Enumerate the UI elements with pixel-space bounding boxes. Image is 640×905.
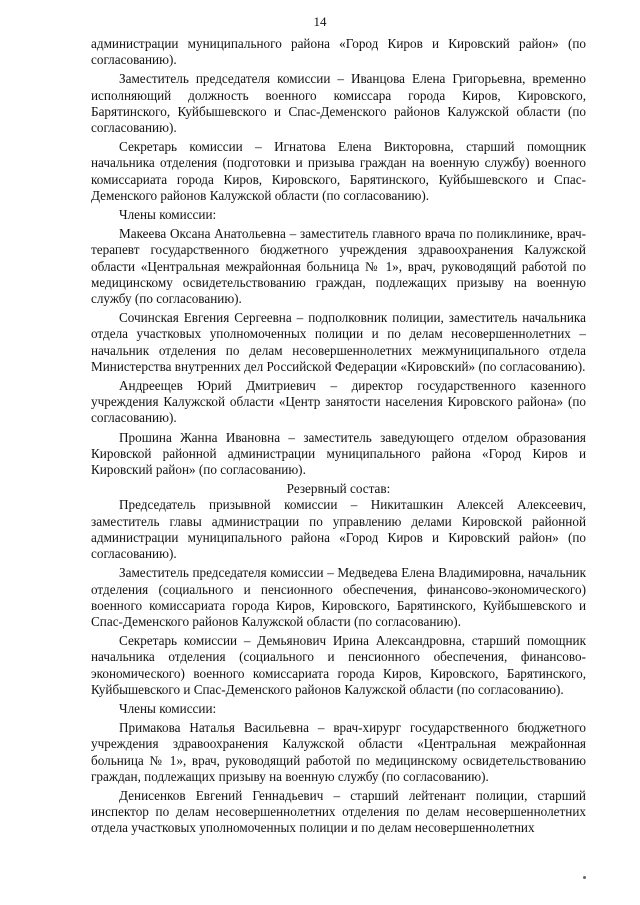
paragraph-member: Прошина Жанна Ивановна – заместитель заведующего отделом образования Кировской районной администрации муниципального района «Город Киров и Кировский район» (по согласованию).	[91, 429, 586, 478]
paragraph: администрации муниципального района «Город Киров и Кировский район» (по согласованию).	[91, 36, 586, 68]
paragraph-member: Сочинская Евгения Сергеевна – подполковник полиции, заместитель начальника отдела участковых уполномоченных полиции и по делам несовершеннолетних – начальник отделения по делам несовершеннолетних межмуниципального отдела Министерства внутренних дел Российской Федерации «Кировский» (по согласованию).	[91, 310, 586, 374]
reserve-heading: Резервный состав:	[286, 481, 391, 497]
paragraph-member: Андреещев Юрий Дмитриевич – директор государственного казенного учреждения Калужской области «Центр занятости населения Кировского района» (по согласованию).	[91, 378, 586, 426]
paragraph-reserve-secretary: Секретарь комиссии – Демьянович Ирина Александровна, старший помощник начальника отделения (социального и пенсионного обеспечения, финансово-экономического) военного комиссариата города Киров, Кировского, Барятинского, Куйбышевского и Спас-Деменского районов Калужской области (по согласованию).	[91, 633, 586, 697]
page-number: 14	[313, 14, 327, 29]
paragraph-reserve-member: Денисенков Евгений Геннадьевич – старший лейтенант полиции, старший инспектор по делам несовершеннолетних отделения по делам несовершеннолетних отдела участковых уполномоченных полиции и по делам несовершеннолетних	[91, 787, 586, 836]
scan-speck	[583, 876, 586, 879]
paragraph-reserve-chair: Председатель призывной комиссии – Никиташкин Алексей Алексеевич, заместитель главы администрации по управлению делами Кировской районной администрации муниципального района «Город Киров и Кировский район» (по согласованию).	[91, 497, 586, 562]
paragraph-reserve-deputy-chair: Заместитель председателя комиссии – Медведева Елена Владимировна, начальник отделения (социального и пенсионного обеспечения, финансово-экономического) военного комиссариата города Киров, Кировского, Барятинского, Куйбышевского и Спас-Деменского районов Калужской области (по согласованию).	[91, 565, 586, 629]
paragraph-members-heading: Члены комиссии:	[119, 207, 217, 223]
paragraph-member: Макеева Оксана Анатольевна – заместитель главного врача по поликлинике, врач-терапевт государственного бюджетного учреждения здравоохранения Калужской области «Центральная межрайонная больница № 1», врач, руководящий работой по медицинскому освидетельствованию граждан, подлежащих призыву на военную службу (по согласованию).	[91, 226, 586, 307]
document-body	[91, 36, 586, 840]
paragraph-secretary: Секретарь комиссии – Игнатова Елена Викторовна, старший помощник начальника отделения (подготовки и призыва граждан на военную службу) военного комиссариата города Киров, Кировского, Барятинского, Куйбышевского и Спас-Деменского районов Калужской области (по согласованию).	[91, 139, 586, 203]
paragraph-reserve-member: Примакова Наталья Васильевна – врач-хирург государственного бюджетного учреждения здравоохранения Калужской области «Центральная межрайонная больница № 1», врач, руководящий работой по медицинскому освидетельствованию граждан, подлежащих призыву на военную службу (по согласованию).	[91, 720, 586, 784]
paragraph-deputy-chair: Заместитель председателя комиссии – Иванцова Елена Григорьевна, временно исполняющий должность военного комиссара города Киров, Кировского, Барятинского, Куйбышевского и Спас-Деменского районов Калужской области (по согласованию).	[91, 71, 586, 136]
paragraph-reserve-members-heading: Члены комиссии:	[119, 700, 217, 716]
